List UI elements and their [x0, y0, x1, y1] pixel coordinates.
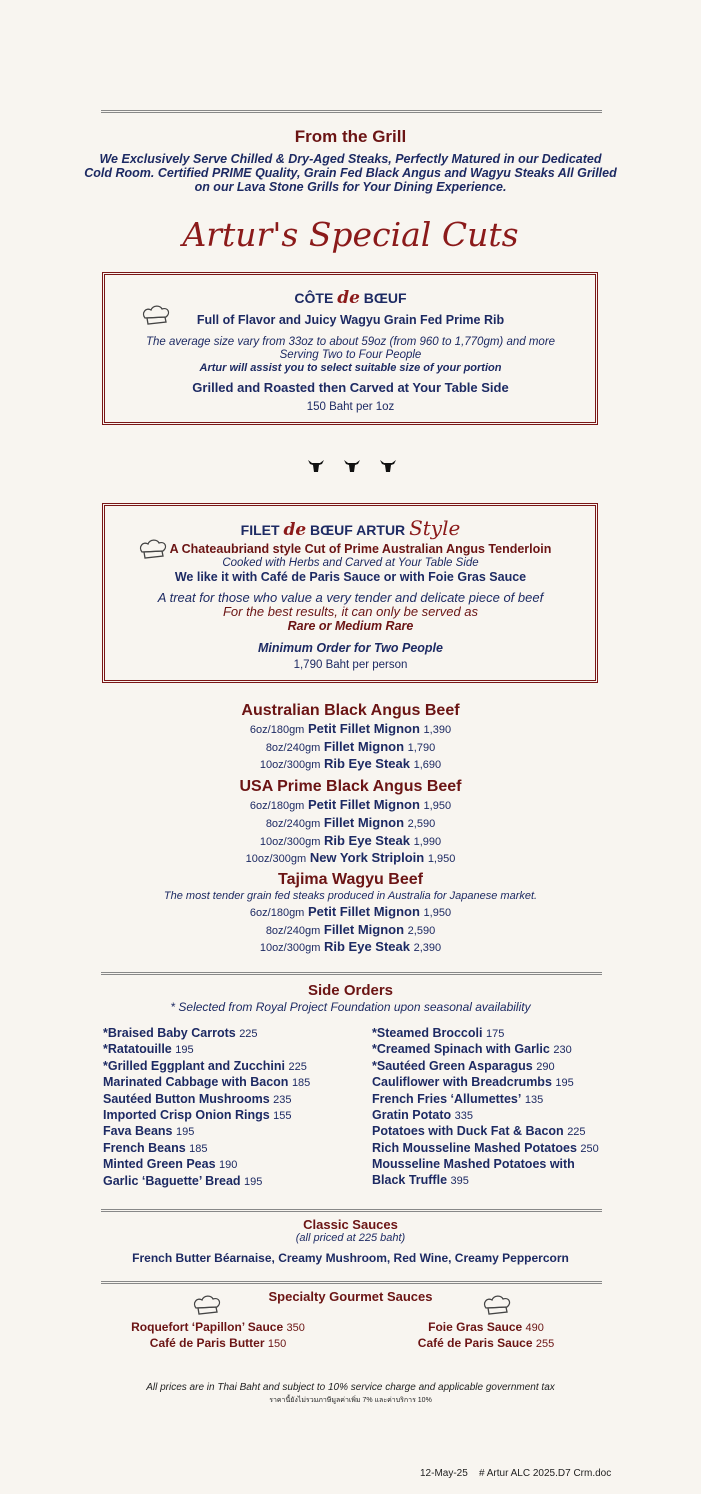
usa-item — [0, 833, 701, 848]
text-sides-left-3-name: Marinated Cabbage with Bacon — [103, 1075, 289, 1090]
footer-thai-note: ราคานี้ยังไม่รวมภาษีมูลค่าเพิ่ม 7% และค่าบริการ 10% — [269, 1397, 432, 1404]
text-australian-items-1-size: 8oz/240gm — [265, 742, 321, 754]
gourmet-sauces-title: Specialty Gourmet Sauces — [268, 1289, 433, 1304]
text-usa-items-1-size: 8oz/240gm — [265, 818, 321, 830]
text-footer-doc: # Artur ALC 2025.D7 Crm.doc — [478, 1468, 612, 1479]
sides-note: * Selected from Royal Project Foundation upon seasonal availability — [170, 1000, 531, 1014]
text-sides-right-1-price: 230 — [553, 1044, 572, 1057]
filet-min-order: Minimum Order for Two People — [258, 641, 443, 655]
sides-left-column — [103, 1026, 310, 1190]
cote-note-1: The average size vary from 33oz to about 59oz (from 960 to 1,770gm) and more — [145, 336, 556, 348]
text-australian-items-0-size: 6oz/180gm — [249, 724, 305, 736]
grill-intro-2: Cold Room. Certified PRIME Quality, Grain Fed Black Angus and Wagyu Steaks All Grilled — [84, 166, 617, 180]
text-sides-left-7-price: 185 — [189, 1142, 208, 1155]
side-item — [103, 1075, 310, 1091]
australian-title: Australian Black Angus Beef — [241, 702, 460, 719]
side-item — [103, 1124, 310, 1140]
side-item — [372, 1075, 599, 1091]
text-sides-left-2-price: 225 — [288, 1060, 307, 1073]
footer-doc-info — [420, 1468, 611, 1479]
filet-line-1: A Chateaubriand style Cut of Prime Australian Angus Tenderloin — [169, 542, 552, 556]
bull-head-icon-row — [306, 458, 396, 474]
cote-note-2: Serving Two to Four People — [279, 349, 422, 361]
text-australian-items-1-price: 1,790 — [407, 742, 436, 754]
text-sides-right-3-price: 195 — [555, 1077, 574, 1090]
usa-item — [0, 815, 701, 830]
text-sides-right-0-price: 175 — [485, 1028, 505, 1040]
grill-intro-1: We Exclusively Serve Chilled & Dry-Aged Steaks, Perfectly Matured in our Dedicated — [99, 152, 602, 166]
text-sides-left-3-price: 185 — [291, 1077, 311, 1090]
classic-sauces-title: Classic Sauces — [303, 1217, 398, 1232]
classic-sauces-note: (all priced at 225 baht) — [295, 1232, 406, 1244]
tajima-item — [0, 922, 701, 937]
text-sides-left-5-name: Imported Crisp Onion Rings — [103, 1108, 270, 1123]
text-usa-items-0-name: Petit Fillet Mignon — [307, 797, 420, 812]
gourmet-divider — [101, 1281, 602, 1284]
cote-note-3: Artur will assist you to select suitable size of your portion — [199, 362, 502, 374]
side-item — [372, 1173, 599, 1189]
cote-subtitle: Full of Flavor and Juicy Wagyu Grain Fed Prime Rib — [196, 313, 505, 327]
footer-tax-note: All prices are in Thai Baht and subject to 10% service charge and applicable government tax — [146, 1382, 555, 1393]
australian-item — [0, 721, 701, 736]
text-filet-title_a: FILET — [240, 522, 280, 538]
text-sides-left-7-name: French Beans — [103, 1140, 186, 1155]
text-tajima-items-0-name: Petit Fillet Mignon — [307, 904, 420, 919]
text-gourmet-r2_price: 255 — [535, 1338, 555, 1350]
sides-title: Side Orders — [307, 982, 394, 999]
text-sides-right-2-price: 290 — [536, 1060, 555, 1073]
side-item — [103, 1059, 310, 1075]
text-sides-right-5-name: Gratin Potato — [372, 1108, 452, 1123]
text-sides-right-7-name: Rich Mousseline Mashed Potatoes — [372, 1140, 577, 1155]
usa-title: USA Prime Black Angus Beef — [239, 778, 462, 795]
top-divider — [101, 110, 602, 113]
text-australian-items-2-name: Rib Eye Steak — [324, 756, 410, 771]
text-usa-items-1-price: 2,590 — [407, 818, 436, 830]
text-tajima-items-2-size: 10oz/300gm — [259, 942, 321, 954]
text-sides-right-8-name: Mousseline Mashed Potatoes with — [372, 1157, 575, 1172]
text-australian-items-2-price: 1,690 — [413, 759, 442, 771]
text-gourmet-r1_name: Foie Gras Sauce — [428, 1320, 523, 1334]
australian-item — [0, 739, 701, 754]
text-gourmet-l2_name: Café de Paris Butter — [149, 1336, 265, 1350]
filet-line-6: Rare or Medium Rare — [287, 619, 414, 633]
filet-line-4: A treat for those who value a very tender and delicate piece of beef — [157, 590, 544, 605]
chef-hat-icon — [482, 1294, 512, 1316]
tajima-item — [0, 904, 701, 919]
side-item — [372, 1042, 599, 1058]
text-sides-left-9-price: 195 — [244, 1175, 263, 1188]
filet-line-2: Cooked with Herbs and Carved at Your Table Side — [222, 557, 479, 569]
filet-line-3: We like it with Café de Paris Sauce or with Foie Gras Sauce — [174, 570, 527, 584]
gourmet-left — [118, 1320, 318, 1352]
text-usa-items-3-size: 10oz/300gm — [245, 853, 307, 865]
side-item — [372, 1026, 599, 1042]
classic-sauces-list: French Butter Béarnaise, Creamy Mushroom, Red Wine, Creamy Peppercorn — [132, 1251, 569, 1265]
text-sides-right-7-price: 250 — [580, 1142, 599, 1155]
side-item — [372, 1141, 599, 1157]
text-tajima-items-0-price: 1,950 — [423, 907, 452, 919]
text-sides-left-4-name: Sautéed Button Mushrooms — [103, 1091, 270, 1106]
side-item — [103, 1157, 310, 1173]
side-item — [372, 1059, 599, 1075]
text-sides-right-9-price: 395 — [450, 1174, 469, 1187]
text-tajima-items-1-name: Fillet Mignon — [323, 922, 405, 937]
text-sides-right-9-name: Black Truffle — [372, 1172, 448, 1187]
tajima-note: The most tender grain fed steaks produced in Australia for Japanese market. — [163, 890, 538, 902]
text-sides-left-0-name: *Braised Baby Carrots — [103, 1026, 236, 1040]
text-sides-right-3-name: Cauliflower with Breadcrumbs — [372, 1075, 552, 1090]
text-usa-items-0-price: 1,950 — [423, 800, 452, 812]
text-filet-title_de: de — [283, 520, 307, 540]
gourmet-right — [386, 1320, 586, 1352]
filet-price: 1,790 Baht per person — [293, 659, 408, 671]
text-sides-left-6-name: Fava Beans — [103, 1124, 173, 1139]
side-item — [103, 1108, 310, 1124]
side-item — [372, 1124, 599, 1140]
text-sides-left-5-price: 155 — [273, 1110, 292, 1123]
text-gourmet-r1_price: 490 — [525, 1322, 544, 1334]
text-gourmet-r2_name: Café de Paris Sauce — [417, 1336, 533, 1350]
text-usa-items-2-price: 1,990 — [413, 836, 442, 848]
text-tajima-items-2-price: 2,390 — [413, 942, 442, 954]
text-usa-items-2-name: Rib Eye Steak — [324, 833, 410, 848]
text-footer-date: 12-May-25 — [420, 1468, 468, 1479]
filet-title — [0, 516, 701, 540]
cote-carve: Grilled and Roasted then Carved at Your Table Side — [192, 380, 509, 395]
text-sides-left-8-name: Minted Green Peas — [103, 1157, 216, 1172]
text-tajima-items-2-name: Rib Eye Steak — [324, 939, 410, 954]
text-sides-left-1-name: *Ratatouille — [103, 1042, 172, 1057]
text-gourmet-l1_price: 350 — [286, 1322, 305, 1334]
text-sides-left-2-name: *Grilled Eggplant and Zucchini — [103, 1058, 285, 1073]
side-item — [103, 1026, 310, 1042]
cote-price: 150 Baht per 1oz — [306, 401, 395, 413]
chef-hat-icon — [192, 1294, 222, 1316]
cote-title — [0, 288, 701, 308]
text-sides-left-9-name: Garlic ‘Baguette’ Bread — [103, 1173, 241, 1188]
text-sides-left-0-price: 225 — [239, 1028, 258, 1040]
text-gourmet-l1_name: Roquefort ‘Papillon’ Sauce — [131, 1320, 284, 1334]
tajima-title: Tajima Wagyu Beef — [278, 871, 423, 888]
side-item — [103, 1092, 310, 1108]
australian-item — [0, 756, 701, 771]
filet-line-5: For the best results, it can only be served as — [222, 604, 479, 619]
text-sides-right-1-name: *Creamed Spinach with Garlic — [372, 1042, 550, 1057]
grill-intro-3: on our Lava Stone Grills for Your Dining Experience. — [194, 180, 507, 194]
side-item — [103, 1174, 310, 1190]
text-tajima-items-0-size: 6oz/180gm — [249, 907, 305, 919]
usa-item — [0, 850, 701, 865]
text-usa-items-2-size: 10oz/300gm — [259, 836, 321, 848]
special-cuts-title: Artur's Special Cuts — [182, 215, 519, 254]
side-item — [372, 1092, 599, 1108]
text-sides-right-6-price: 225 — [567, 1126, 586, 1139]
tajima-item — [0, 939, 701, 954]
text-filet-title_style: Style — [409, 516, 461, 540]
sides-right-column — [372, 1026, 599, 1189]
text-sides-right-6-name: Potatoes with Duck Fat & Bacon — [372, 1124, 564, 1139]
text-australian-items-1-name: Fillet Mignon — [323, 739, 405, 754]
text-sides-left-6-price: 195 — [175, 1126, 195, 1139]
sides-divider — [101, 972, 602, 975]
text-sides-right-4-name: French Fries ‘Allumettes’ — [372, 1091, 522, 1106]
text-sides-left-4-price: 235 — [273, 1093, 292, 1106]
text-sides-left-8-price: 190 — [219, 1159, 238, 1172]
text-sides-right-2-name: *Sautéed Green Asparagus — [372, 1058, 533, 1073]
text-sides-right-4-price: 135 — [524, 1093, 544, 1106]
text-australian-items-0-name: Petit Fillet Mignon — [307, 721, 420, 736]
text-cote-title_de: de — [337, 288, 360, 308]
text-australian-items-0-price: 1,390 — [423, 724, 452, 736]
text-cote-title_b: BŒUF — [363, 290, 407, 306]
side-item — [103, 1141, 310, 1157]
text-usa-items-3-name: New York Striploin — [309, 850, 425, 865]
text-gourmet-l2_price: 150 — [267, 1338, 287, 1350]
text-sides-left-1-price: 195 — [175, 1044, 194, 1057]
text-australian-items-2-size: 10oz/300gm — [259, 759, 321, 771]
text-filet-title_b: BŒUF ARTUR — [310, 522, 406, 538]
side-item — [103, 1042, 310, 1058]
text-usa-items-0-size: 6oz/180gm — [249, 800, 305, 812]
text-sides-right-0-name: *Steamed Broccoli — [372, 1026, 483, 1040]
side-item — [372, 1157, 599, 1172]
grill-title: From the Grill — [294, 127, 407, 146]
text-tajima-items-1-price: 2,590 — [407, 925, 436, 937]
usa-item — [0, 797, 701, 812]
text-usa-items-3-price: 1,950 — [427, 853, 456, 865]
text-cote-title_a: CÔTE — [294, 290, 334, 306]
sauces-divider — [101, 1209, 602, 1212]
text-usa-items-1-name: Fillet Mignon — [323, 815, 405, 830]
text-sides-right-5-price: 335 — [454, 1110, 474, 1123]
text-tajima-items-1-size: 8oz/240gm — [265, 925, 321, 937]
side-item — [372, 1108, 599, 1124]
